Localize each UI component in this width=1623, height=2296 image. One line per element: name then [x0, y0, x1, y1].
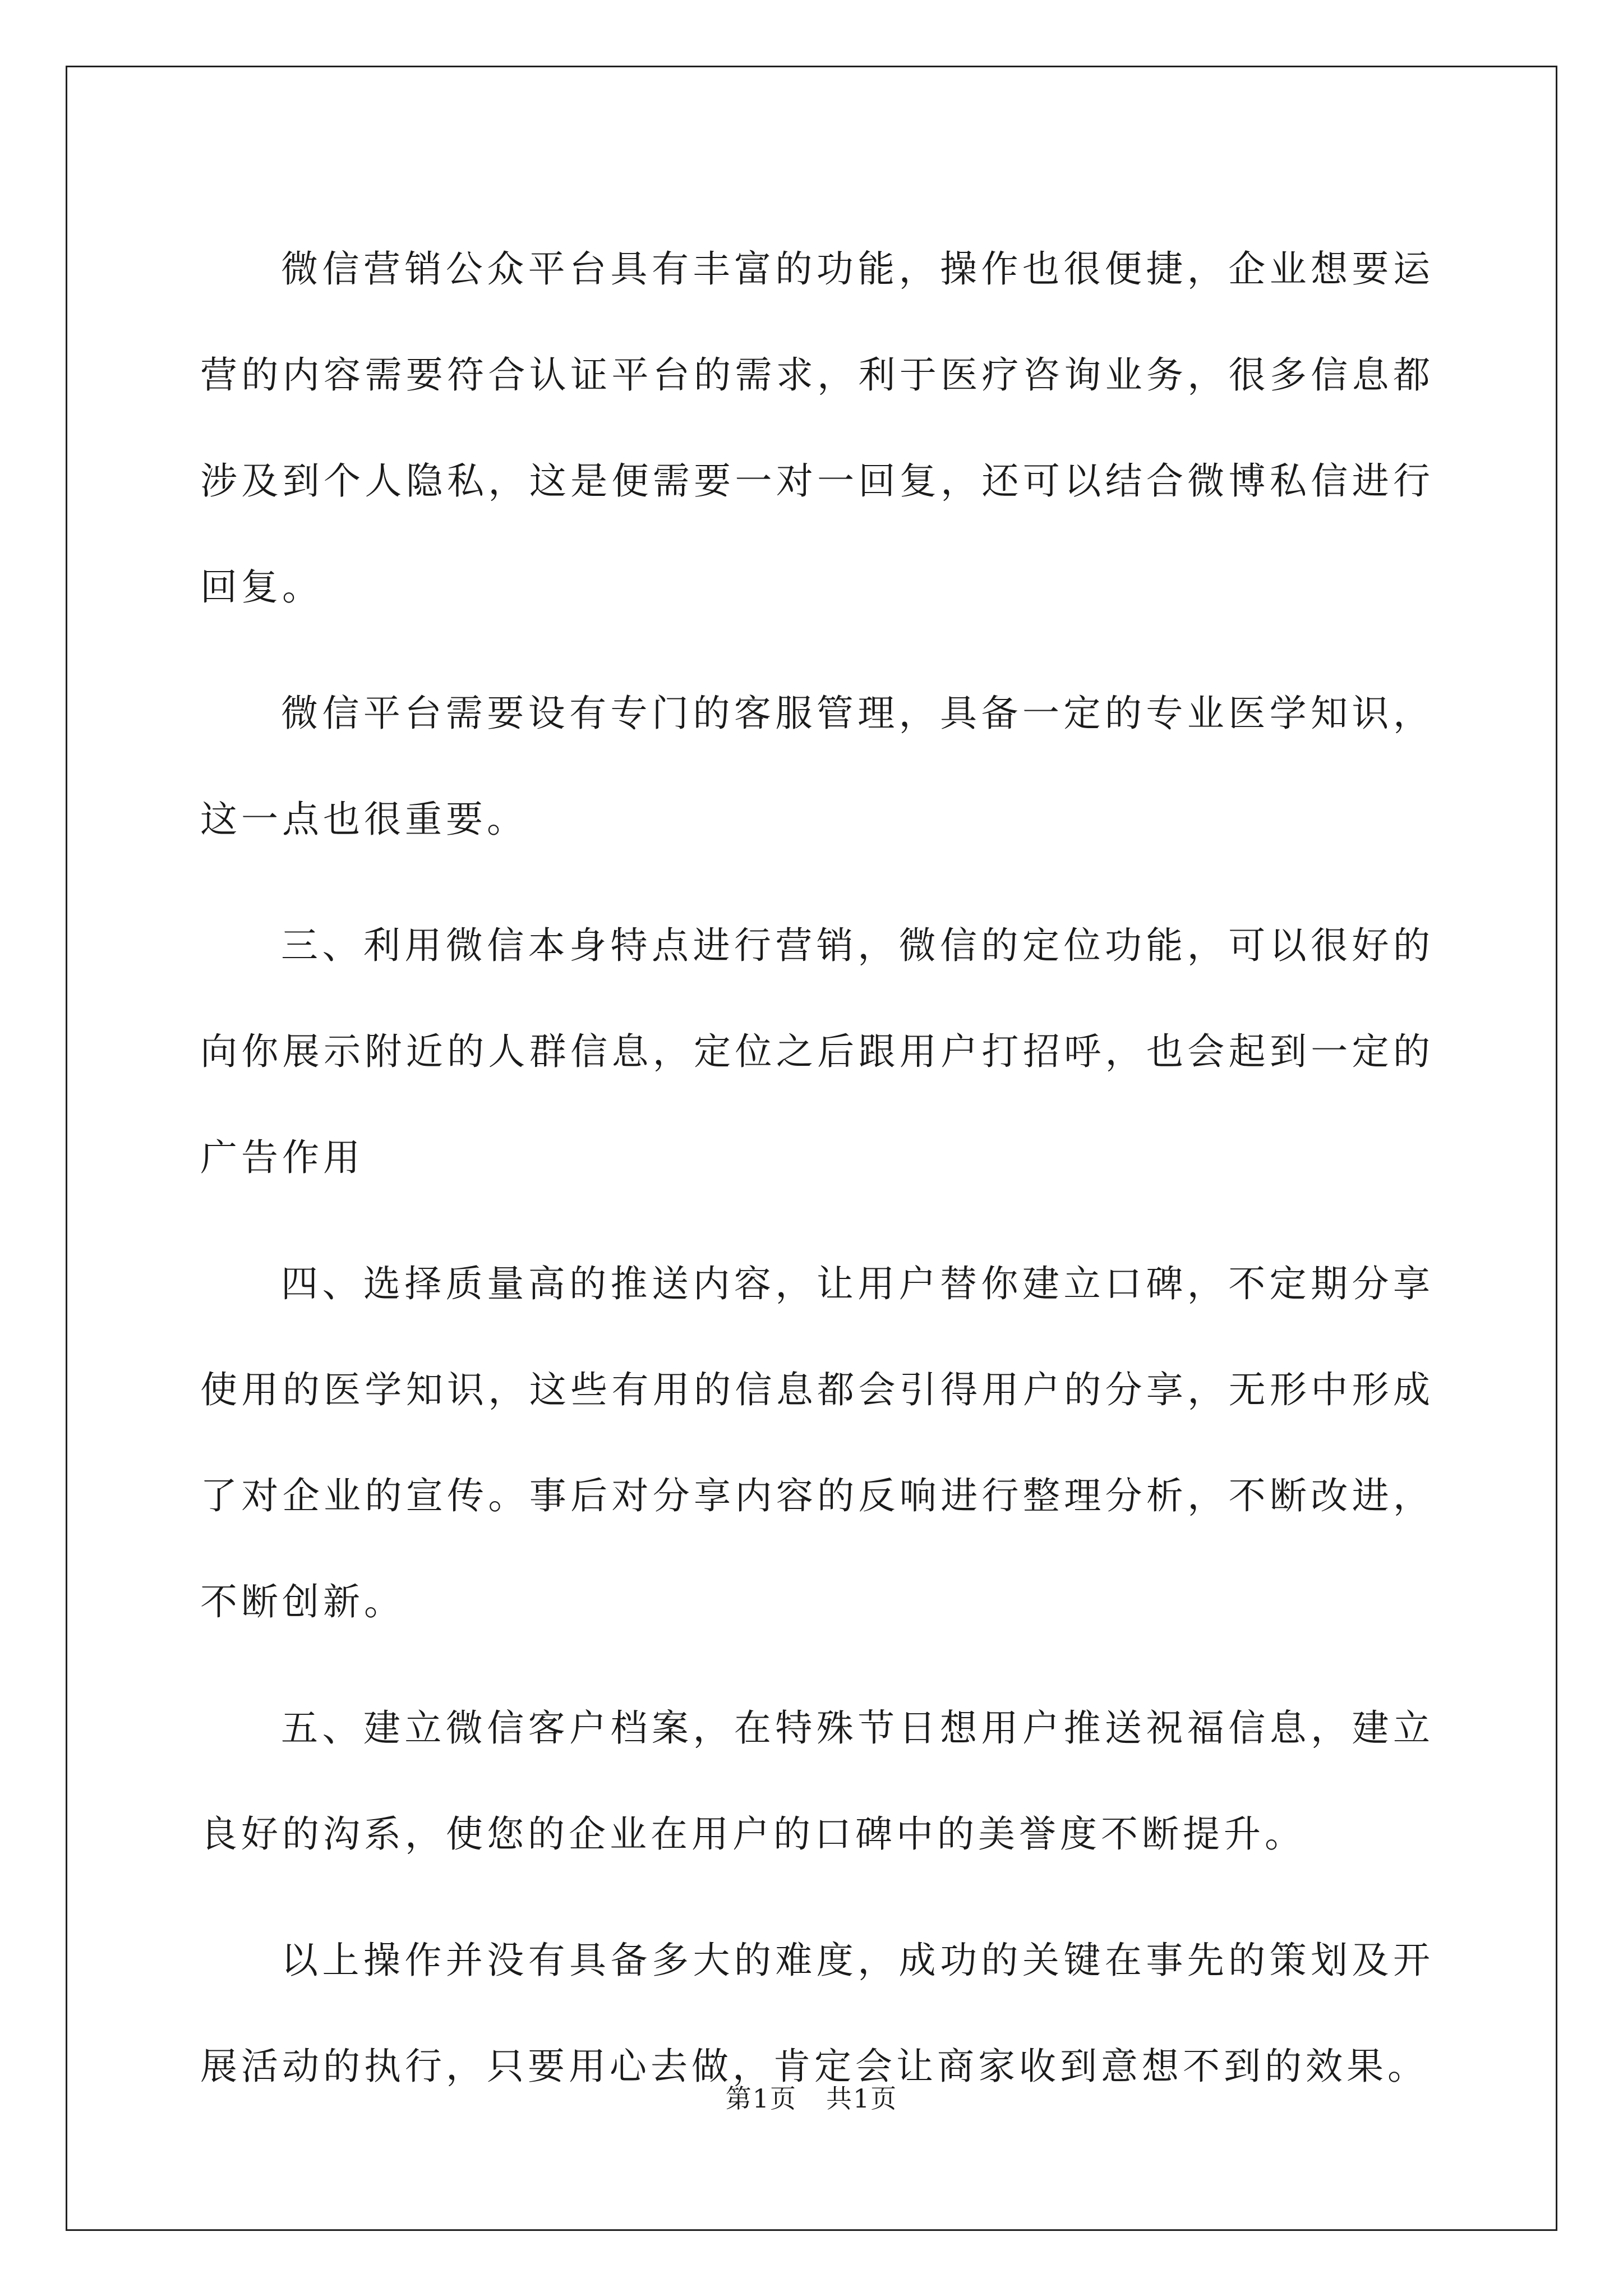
- paragraph-3: 三、利用微信本身特点进行营销，微信的定位功能，可以很好的向你展示附近的人群信息，定位之后跟用户打招呼，也会起到一定的广告作用: [200, 924, 1434, 1179]
- paragraph-2: 微信平台需要设有专门的客服管理，具备一定的专业医学知识，这一点也很重要。: [200, 692, 1434, 841]
- page-number-current: 第1页: [725, 2083, 797, 2114]
- page-number-total: 共1页: [826, 2083, 898, 2114]
- paragraph-4: 四、选择质量高的推送内容，让用户替你建立口碑，不定期分享使用的医学知识，这些有用的信息都会引得用户的分享，无形中形成了对企业的宣传。事后对分享内容的反响进行整理分析，不断改进，不断创新。: [200, 1262, 1434, 1623]
- paragraph-1: 微信营销公众平台具有丰富的功能，操作也很便捷，企业想要运营的内容需要符合认证平台的需求，利于医疗咨询业务，很多信息都涉及到个人隐私，这是便需要一对一回复，还可以结合微博私信进行回复。: [200, 247, 1434, 609]
- paragraph-6: 以上操作并没有具备多大的难度，成功的关键在事先的策划及开展活动的执行，只要用心去做，肯定会让商家收到意想不到的效果。: [200, 1939, 1434, 2088]
- paragraph-5: 五、建立微信客户档案，在特殊节日想用户推送祝福信息，建立良好的沟系，使您的企业在用户的口碑中的美誉度不断提升。: [200, 1706, 1434, 1856]
- document-body: [200, 216, 1434, 2139]
- page-footer: [0, 2078, 1623, 2115]
